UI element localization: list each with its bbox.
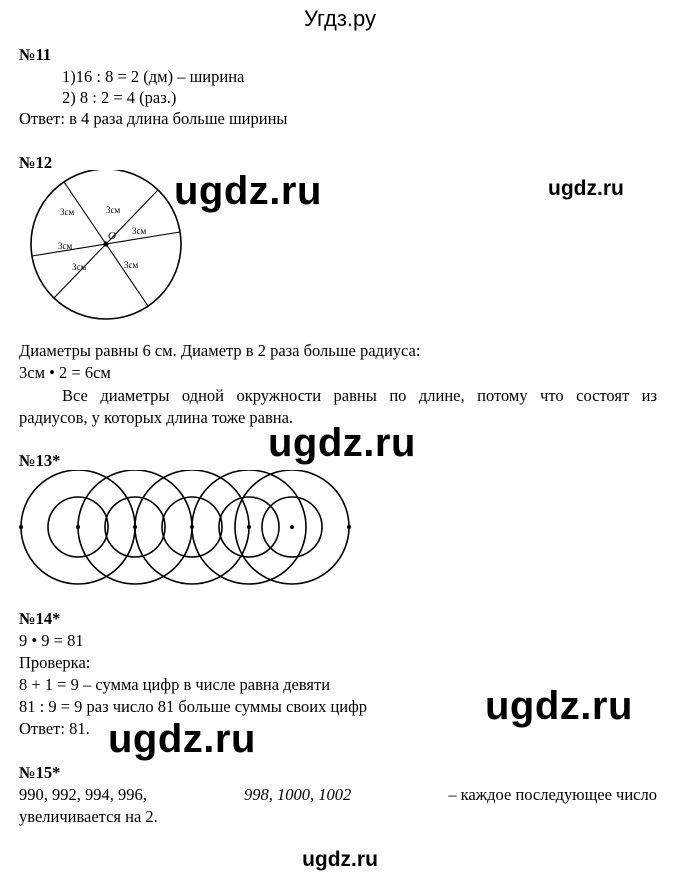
center-label: O	[108, 230, 116, 242]
task-14-line-3: 8 + 1 = 9 – сумма цифр в числе равна девяти	[19, 675, 331, 694]
task-12-line-2: 3см • 2 = 6см	[19, 363, 111, 382]
task-12-number: №12	[19, 153, 53, 172]
task-14-answer: Ответ: 81.	[19, 719, 90, 738]
task-14-line-4: 81 : 9 = 9 раз число 81 больше суммы своих цифр	[19, 697, 368, 716]
task-14-number: №14*	[19, 609, 61, 628]
center-point	[103, 241, 108, 246]
watermark-2: ugdz.ru	[548, 177, 624, 200]
radius-label-4: 3см	[58, 241, 73, 251]
radius-label-5: 3см	[72, 262, 87, 272]
task-15-line-1	[19, 786, 657, 805]
overlapping-circles-figure	[14, 470, 359, 588]
task-11-number: №11	[19, 45, 52, 64]
radius-label-3: 3см	[132, 226, 147, 236]
task-15-given-numbers: 990, 992, 994, 996,	[19, 785, 147, 804]
site-header: Угдз.ру	[303, 6, 377, 31]
watermark-5: ugdz.ru	[108, 717, 256, 761]
task-11-answer: Ответ: в 4 раза длина больше ширины	[19, 109, 288, 128]
task-12-paragraph-line-2: радиусов, у которых длина тоже равна.	[19, 408, 294, 427]
circle-with-diameters-figure	[20, 170, 190, 330]
task-13-number: №13*	[19, 451, 61, 470]
watermark-4: ugdz.ru	[485, 684, 633, 728]
task-15-continued-numbers: 998, 1000, 1002	[243, 785, 352, 804]
footer-watermark: ugdz.ru	[302, 848, 378, 871]
watermark-1: ugdz.ru	[174, 169, 322, 213]
radius-label-6: 3см	[124, 260, 139, 270]
task-12-line-1: Диаметры равны 6 см. Диаметр в 2 раза больше радиуса:	[19, 341, 421, 360]
task-14-line-1: 9 • 9 = 81	[19, 631, 84, 650]
watermark-3: ugdz.ru	[268, 421, 416, 465]
task-14-line-2: Проверка:	[19, 653, 91, 672]
radius-label-2: 3см	[106, 205, 121, 215]
task-15-number: №15*	[19, 763, 61, 782]
task-11-line-2: 2) 8 : 2 = 4 (раз.)	[62, 88, 177, 107]
task-11-line-1: 1)16 : 8 = 2 (дм) – ширина	[62, 67, 245, 86]
task-15-explanation: – каждое последующее число	[448, 785, 657, 804]
task-15-line-2: увеличивается на 2.	[19, 807, 158, 826]
task-12-paragraph-line-1: Все диаметры одной окружности равны по длине, потому что состоят из	[62, 386, 657, 405]
radius-label-1: 3см	[60, 207, 75, 217]
